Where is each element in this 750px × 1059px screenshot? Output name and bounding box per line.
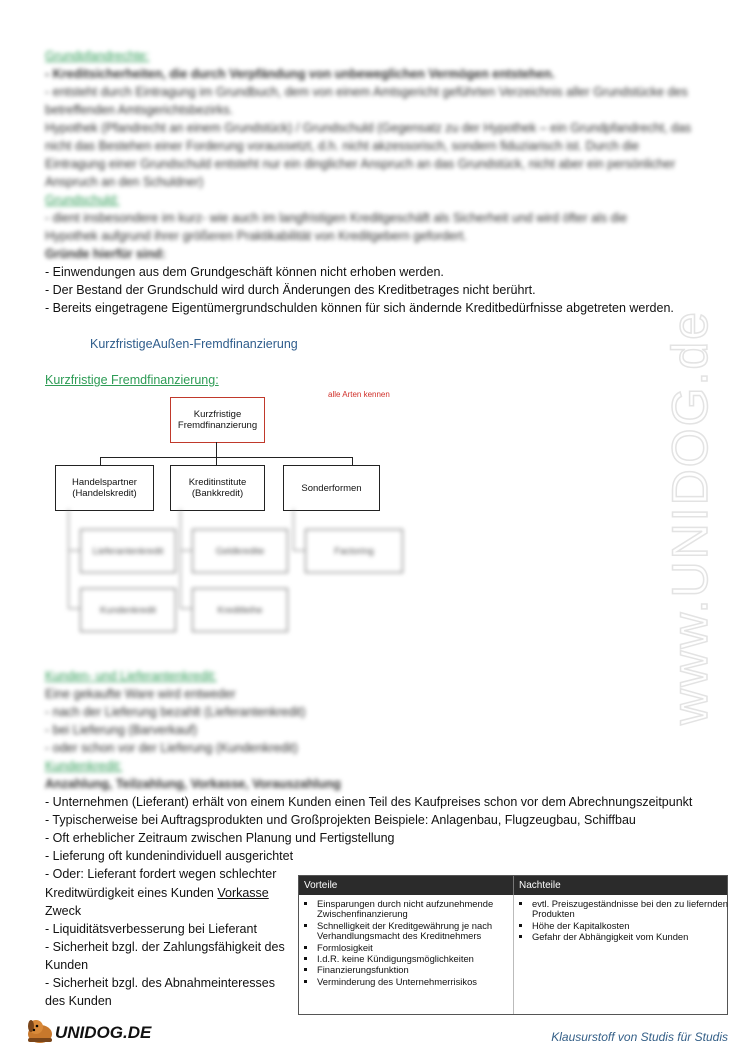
list-item: ▪ Verminderung des Unternehmerrisikos — [317, 977, 513, 987]
left-col-line: des Kunden — [45, 994, 112, 1008]
blurred-line: - bei Lieferung (Barverkauf) — [45, 723, 198, 737]
diagram-box-handelspartner — [55, 465, 154, 511]
box-label: Handelspartner — [72, 477, 137, 488]
blurred-line: - entsteht durch Eintragung im Grundbuch, dem von einem Amtsgericht geführten Verzeichnis aller Grundstücke des — [45, 85, 688, 99]
left-col-line: - Sicherheit bzgl. des Abnahmeinteresses — [45, 976, 275, 990]
list-item: ▪ evtl. Preiszugeständnisse bei den zu liefernden Produkten — [532, 899, 728, 920]
box-label: Sonderformen — [301, 482, 362, 494]
connector — [293, 509, 294, 551]
connector — [180, 608, 192, 609]
diagram-note: alle Arten kennen — [328, 390, 390, 399]
diagram-box-sonderformen — [283, 465, 380, 511]
left-col-line — [45, 884, 269, 902]
list-item: ▪ Finanzierungsfunktion — [317, 965, 513, 975]
body-line: - Bereits eingetragene Eigentümergrundschulden können für sich ändernde Kreditbedürfnisse abgetreten werden. — [45, 301, 674, 315]
connector — [68, 608, 80, 609]
logo-text: UNIDOG.DE — [55, 1023, 152, 1042]
table-header-vorteile: Vorteile — [299, 876, 513, 895]
connector — [68, 550, 80, 551]
underlined-text: Vorkasse — [217, 886, 269, 900]
blurred-line: Hypothek aufgrund ihrer größeren Praktikabilität von Kreditgebern gefordert. — [45, 229, 467, 243]
blurred-line: Anspruch an den Schuldner) — [45, 175, 204, 189]
blurred-heading-grundpfandrechte: Grundpfandrechte: — [45, 49, 150, 63]
list-item: ▪ Höhe der Kapitalkosten — [532, 921, 728, 931]
table-cell-vorteile — [299, 895, 513, 1014]
watermark — [612, 290, 750, 730]
dog-icon — [28, 1020, 52, 1043]
connector — [100, 457, 352, 458]
watermark-text: www.UNIDOG.de — [662, 310, 718, 725]
blurred-line: Eine gekaufte Ware wird entweder — [45, 687, 236, 701]
bullet-line: - Lieferung oft kundenindividuell ausgerichtet — [45, 849, 294, 863]
diagram-box-kreditinstitute — [170, 465, 265, 511]
table-cell-nachteile — [513, 895, 728, 1014]
blurred-line: - oder schon vor der Lieferung (Kundenkredit) — [45, 741, 298, 755]
diagram-root-box — [170, 397, 265, 443]
list-item: ▪ Gefahr der Abhängigkeit vom Kunden — [532, 932, 728, 942]
section-heading: Kurzfristige Fremdfinanzierung: — [45, 373, 219, 387]
connector — [352, 457, 353, 465]
blurred-line: - nach der Lieferung bezahlt (Lieferantenkredit) — [45, 705, 306, 719]
list-item: ▪ Schnelligkeit der Kreditgewährung je nach Verhandlungsmacht des Kreditnehmers — [317, 921, 513, 942]
connector — [216, 442, 217, 457]
blurred-line: - Kreditsicherheiten, die durch Verpfändung von unbeweglichen Vermögen entstehen. — [45, 67, 555, 81]
bullet-line: - Oder: Lieferant fordert wegen schlechter — [45, 867, 277, 881]
table-header-nachteile: Nachteile — [513, 876, 727, 895]
body-line: - Einwendungen aus dem Grundgeschäft können nicht erhoben werden. — [45, 265, 444, 279]
connector — [180, 550, 192, 551]
subtitle: KurzfristigeAußen-Fremdfinanzierung — [90, 337, 298, 351]
blurred-heading: Kunden- und Lieferantenkredit: — [45, 669, 217, 683]
blurred-line: - dient insbesondere im kurz- wie auch im langfristigen Kreditgeschäft als Sicherheit und wird öfter als die — [45, 211, 628, 225]
connector — [180, 509, 181, 609]
list-item: ▪ Einsparungen durch nicht aufzunehmende Zwischenfinanzierung — [317, 899, 513, 920]
left-col-line: - Liquiditätsverbesserung bei Lieferant — [45, 922, 257, 936]
blurred-line: Hypothek (Pfandrecht an einem Grundstück) / Grundschuld (Gegensatz zu der Hypothek – ein Grundpfandrecht, das — [45, 121, 692, 135]
box-label: (Bankkredit) — [191, 488, 244, 499]
list-item: ▪ I.d.R. keine Kündigungsmöglichkeiten — [317, 954, 513, 964]
left-col-line: Kunden — [45, 958, 89, 972]
diagram-box-blurred: Factoring — [305, 529, 403, 573]
connector — [293, 550, 305, 551]
diagram-box-blurred: Kundenkredit — [80, 588, 176, 632]
diagram-box-blurred: Geldkredite — [192, 529, 288, 573]
blurred-line: Eintragung einer Grundschuld entsteht nur ein dinglicher Anspruch an das Grundstück, nicht aber ein persönlicher — [45, 157, 676, 171]
bullet-line: - Oft erheblicher Zeitraum zwischen Planung und Fertigstellung — [45, 831, 395, 845]
box-label: Kreditinstitute — [188, 477, 247, 488]
blurred-line: Anzahlung, Teilzahlung, Vorkasse, Vorauszahlung — [45, 777, 341, 791]
pros-cons-table — [298, 875, 728, 1015]
text: Kreditwürdigkeit eines Kunden — [45, 886, 214, 900]
diagram-box-blurred: Kreditleihe — [192, 588, 288, 632]
connector — [100, 457, 101, 465]
box-label: (Handelskredit) — [72, 488, 137, 499]
blurred-line: betreffenden Amtsgerichtsbezirks. — [45, 103, 234, 117]
root-label: Kurzfristige Fremdfinanzierung — [177, 409, 258, 431]
bullet-line: - Typischerweise bei Auftragsprodukten und Großprojekten Beispiele: Anlagenbau, Flugzeugbau, Schiffbau — [45, 813, 636, 827]
left-col-line: - Sicherheit bzgl. der Zahlungsfähigkeit des — [45, 940, 285, 954]
list-item: ▪ Formlosigkeit — [317, 943, 513, 953]
connector — [216, 457, 217, 465]
blurred-heading-grundschuld: Grundschuld: — [45, 193, 120, 207]
left-col-line: Zweck — [45, 904, 82, 918]
bullet-line: - Unternehmen (Lieferant) erhält von einem Kunden einen Teil des Kaufpreises schon vor dem Abrechnungszeitpunkt — [45, 795, 693, 809]
blurred-line: Gründe hierfür sind: — [45, 247, 166, 261]
connector — [68, 509, 69, 609]
body-line: - Der Bestand der Grundschuld wird durch Änderungen des Kreditbetrages nicht berührt. — [45, 283, 536, 297]
footer-text: Klausurstoff von Studis für Studis — [551, 1030, 728, 1044]
diagram-box-blurred: Lieferantenkredit — [80, 529, 176, 573]
blurred-line: nicht das Bestehen einer Forderung voraussetzt, d.h. nicht akzessorisch, sondern fiduziarisch ist. Durch die — [45, 139, 640, 153]
blurred-heading: Kundenkredit: — [45, 759, 123, 773]
unidog-logo[interactable] — [25, 1014, 175, 1046]
